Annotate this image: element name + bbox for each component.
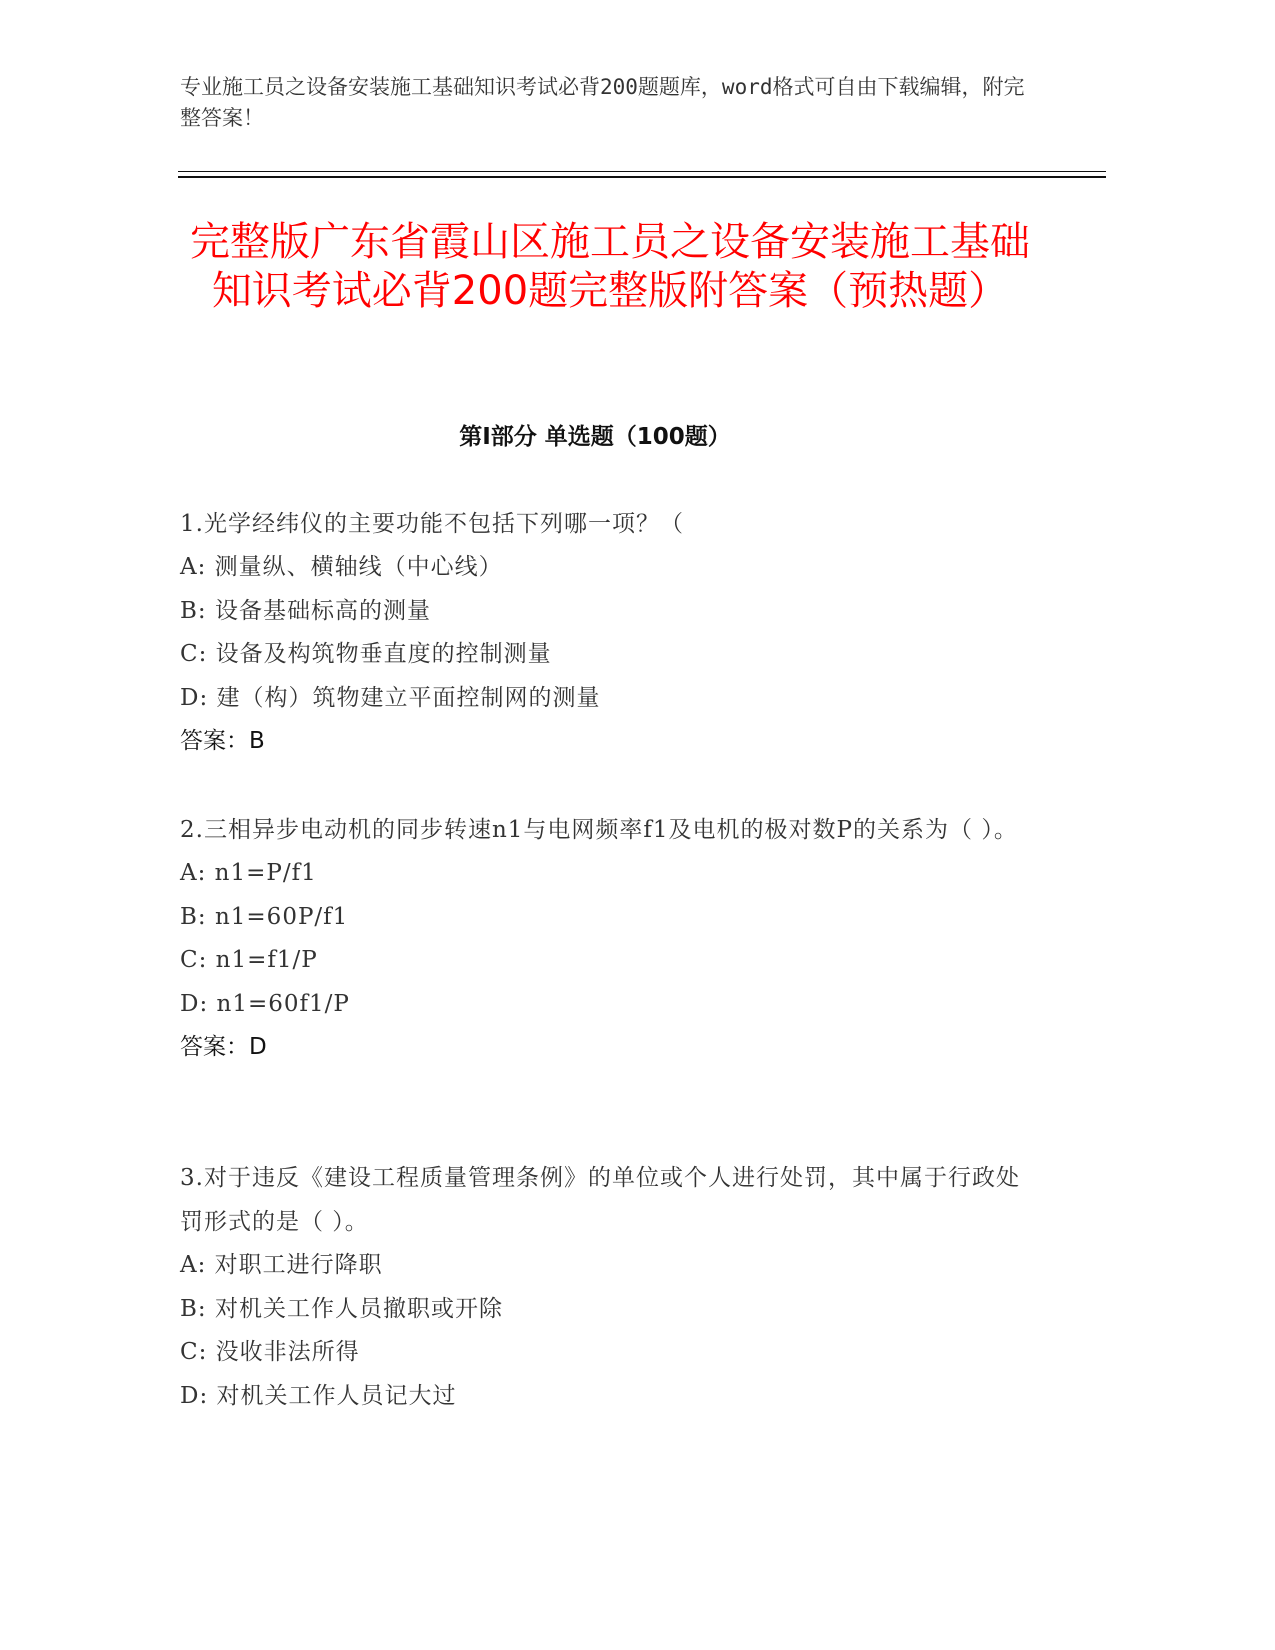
- question-1: [180, 502, 1020, 764]
- option-b: B: n1=60P/f1: [180, 903, 349, 930]
- option-c: C: n1=f1/P: [180, 947, 318, 973]
- option-d: D: n1=60f1/P: [180, 990, 350, 1017]
- option-c: C: 设备及构筑物垂直度的控制测量: [180, 641, 552, 667]
- question-stem: 2.三相异步电动机的同步转速n1与电网频率f1及电机的极对数P的关系为（ ）。: [180, 817, 1018, 843]
- option-a: A: 对职工进行降职: [180, 1252, 383, 1278]
- header-divider-thick: [178, 176, 1106, 178]
- section-heading: 第I部分 单选题（100题）: [459, 424, 731, 450]
- document-title: 完整版广东省霞山区施工员之设备安装施工基础知识考试必背200题完整版附答案（预热题）: [190, 219, 1030, 314]
- option-a: A: n1=P/f1: [180, 860, 317, 886]
- answer: 答案：B: [180, 728, 265, 754]
- question-3: [180, 1156, 1020, 1418]
- answer: 答案：D: [180, 1034, 267, 1060]
- option-b: B: 设备基础标高的测量: [180, 597, 431, 624]
- question-2: [180, 808, 1020, 1070]
- option-b: B: 对机关工作人员撤职或开除: [180, 1295, 503, 1322]
- header-note: 专业施工员之设备安装施工基础知识考试必背200题题库，word格式可自由下载编辑，附完整答案！: [180, 75, 1025, 130]
- header-divider-thin: [178, 171, 1106, 172]
- option-a: A: 测量纵、横轴线（中心线）: [180, 554, 503, 580]
- option-d: D: 建（构）筑物建立平面控制网的测量: [180, 684, 601, 711]
- option-d: D: 对机关工作人员记大过: [180, 1382, 457, 1409]
- option-c: C: 没收非法所得: [180, 1339, 360, 1365]
- question-stem: 1.光学经纬仪的主要功能不包括下列哪一项？（: [180, 511, 684, 537]
- question-stem: 3.对于违反《建设工程质量管理条例》的单位或个人进行处罚，其中属于行政处罚形式的是（ ）。: [180, 1165, 1020, 1235]
